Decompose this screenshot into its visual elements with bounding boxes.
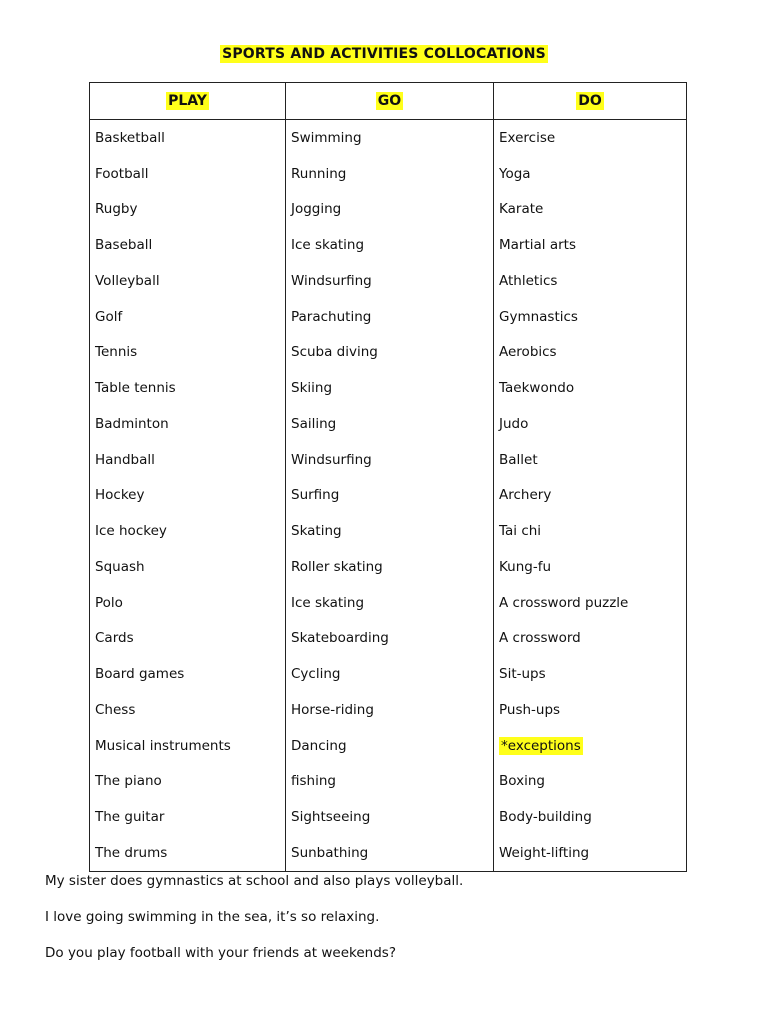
cell-text: Surfing bbox=[291, 487, 340, 504]
table-cell-play bbox=[90, 442, 286, 478]
table-cell-do bbox=[494, 370, 687, 406]
cell-text: Yoga bbox=[499, 165, 531, 182]
cell-text: Ballet bbox=[499, 451, 538, 468]
example-sentence: Do you play football with your friends at weekends? bbox=[45, 945, 396, 961]
table-cell-play bbox=[90, 692, 286, 728]
table-cell-go bbox=[286, 585, 494, 621]
cell-text: Kung-fu bbox=[499, 558, 552, 575]
cell-text: Baseball bbox=[95, 237, 153, 254]
table-row bbox=[90, 192, 687, 228]
cell-text: The piano bbox=[95, 773, 162, 790]
cell-text: A crossword puzzle bbox=[499, 594, 629, 611]
cell-text: Squash bbox=[95, 558, 145, 575]
cell-text: Ice skating bbox=[291, 237, 365, 254]
cell-text: Board games bbox=[95, 666, 185, 683]
table-cell-go bbox=[286, 370, 494, 406]
cell-text: Tennis bbox=[95, 344, 138, 361]
table-cell-go bbox=[286, 335, 494, 371]
cell-text: Badminton bbox=[95, 415, 169, 432]
cell-text: Hockey bbox=[95, 487, 145, 504]
table-cell-go bbox=[286, 692, 494, 728]
table-row bbox=[90, 835, 687, 871]
table-cell-do bbox=[494, 406, 687, 442]
table-cell-go bbox=[286, 728, 494, 764]
table-cell-play bbox=[90, 192, 286, 228]
cell-text: Taekwondo bbox=[499, 380, 575, 397]
cell-text: Scuba diving bbox=[291, 344, 378, 361]
cell-text: Tai chi bbox=[499, 523, 542, 540]
header-go bbox=[286, 83, 494, 120]
example-sentence: My sister does gymnastics at school and also plays volleyball. bbox=[45, 873, 464, 889]
table-cell-play bbox=[90, 585, 286, 621]
table-cell-do bbox=[494, 156, 687, 192]
table-row bbox=[90, 799, 687, 835]
cell-text: Ice hockey bbox=[95, 523, 167, 540]
table-cell-go bbox=[286, 478, 494, 514]
cell-text: Sailing bbox=[291, 415, 337, 432]
cell-text: Windsurfing bbox=[291, 451, 372, 468]
table-cell-play bbox=[90, 156, 286, 192]
cell-text: Push-ups bbox=[499, 701, 561, 718]
table-row bbox=[90, 120, 687, 156]
table-cell-go bbox=[286, 299, 494, 335]
cell-text: Athletics bbox=[499, 272, 558, 289]
cell-text: Parachuting bbox=[291, 308, 372, 325]
table-row bbox=[90, 335, 687, 371]
cell-text: Skiing bbox=[291, 380, 333, 397]
table-cell-do bbox=[494, 192, 687, 228]
table-cell-do bbox=[494, 764, 687, 800]
cell-text: Swimming bbox=[291, 129, 362, 146]
cell-text: Sightseeing bbox=[291, 809, 371, 826]
header-play-label: PLAY bbox=[168, 93, 207, 109]
table-cell-play bbox=[90, 406, 286, 442]
table-row bbox=[90, 656, 687, 692]
table-row bbox=[90, 692, 687, 728]
cell-text: Volleyball bbox=[95, 272, 160, 289]
cell-text: Running bbox=[291, 165, 347, 182]
cell-text: Basketball bbox=[95, 129, 165, 146]
table-cell-do bbox=[494, 335, 687, 371]
cell-text: Chess bbox=[95, 701, 136, 718]
table-cell-go bbox=[286, 549, 494, 585]
table-row bbox=[90, 442, 687, 478]
cell-text: Roller skating bbox=[291, 558, 383, 575]
cell-text: Windsurfing bbox=[291, 272, 372, 289]
table-cell-play bbox=[90, 728, 286, 764]
cell-text: Boxing bbox=[499, 773, 545, 790]
table-cell-do bbox=[494, 478, 687, 514]
table-cell-play bbox=[90, 263, 286, 299]
cell-text: A crossword bbox=[499, 630, 581, 647]
cell-text: Weight-lifting bbox=[499, 844, 590, 861]
cell-text: fishing bbox=[291, 773, 336, 790]
table-row bbox=[90, 227, 687, 263]
table-cell-play bbox=[90, 764, 286, 800]
cell-text: Dancing bbox=[291, 737, 347, 754]
page-title bbox=[0, 46, 768, 62]
table-cell-go bbox=[286, 227, 494, 263]
example-sentence: I love going swimming in the sea, it’s so relaxing. bbox=[45, 909, 380, 925]
cell-text: Sunbathing bbox=[291, 844, 369, 861]
example-sentences bbox=[45, 871, 745, 979]
header-play bbox=[90, 83, 286, 120]
table-cell-do bbox=[494, 120, 687, 156]
cell-text: Skateboarding bbox=[291, 630, 389, 647]
cell-text: Cycling bbox=[291, 666, 341, 683]
table-cell-go bbox=[286, 120, 494, 156]
table-cell-play bbox=[90, 513, 286, 549]
table-cell-play bbox=[90, 299, 286, 335]
table-cell-go bbox=[286, 799, 494, 835]
exceptions-highlight: *exceptions bbox=[501, 737, 581, 754]
cell-text: Exercise bbox=[499, 129, 556, 146]
table-header-row bbox=[90, 83, 687, 120]
header-go-label: GO bbox=[377, 93, 402, 109]
table-cell-do bbox=[494, 513, 687, 549]
table-cell-play bbox=[90, 335, 286, 371]
title-highlight: SPORTS AND ACTIVITIES COLLOCATIONS bbox=[222, 46, 546, 62]
table-cell-do bbox=[494, 585, 687, 621]
table-cell-do bbox=[494, 656, 687, 692]
table-cell-go bbox=[286, 442, 494, 478]
table-row bbox=[90, 621, 687, 657]
table-row bbox=[90, 513, 687, 549]
table-cell-go bbox=[286, 621, 494, 657]
table-row bbox=[90, 263, 687, 299]
table-cell-do bbox=[494, 299, 687, 335]
cell-text: The guitar bbox=[95, 809, 165, 826]
table-row bbox=[90, 478, 687, 514]
table-cell-go bbox=[286, 764, 494, 800]
table-row bbox=[90, 764, 687, 800]
table-cell-go bbox=[286, 835, 494, 871]
cell-text: Skating bbox=[291, 523, 342, 540]
cell-text: Football bbox=[95, 165, 149, 182]
table-cell-go bbox=[286, 406, 494, 442]
cell-text: The drums bbox=[95, 844, 168, 861]
cell-text: Aerobics bbox=[499, 344, 557, 361]
table-row bbox=[90, 370, 687, 406]
table-cell-play bbox=[90, 656, 286, 692]
table-row bbox=[90, 585, 687, 621]
header-do-label: DO bbox=[578, 93, 602, 109]
table-row bbox=[90, 299, 687, 335]
table-cell-play bbox=[90, 621, 286, 657]
cell-text: Golf bbox=[95, 308, 123, 325]
table-cell-do bbox=[494, 263, 687, 299]
table-cell-do bbox=[494, 835, 687, 871]
cell-text: Handball bbox=[95, 451, 155, 468]
cell-text: Karate bbox=[499, 201, 544, 218]
cell-text: Gymnastics bbox=[499, 308, 578, 325]
table-cell-do bbox=[494, 621, 687, 657]
cell-text: Judo bbox=[499, 415, 529, 432]
table-row bbox=[90, 728, 687, 764]
cell-text: Horse-riding bbox=[291, 701, 374, 718]
table-cell-play bbox=[90, 120, 286, 156]
cell-text: Martial arts bbox=[499, 237, 576, 254]
collocations-table bbox=[89, 82, 687, 872]
table-cell-do bbox=[494, 549, 687, 585]
table-cell-go bbox=[286, 656, 494, 692]
table-cell-play bbox=[90, 549, 286, 585]
table-cell-go bbox=[286, 192, 494, 228]
table-row bbox=[90, 406, 687, 442]
cell-text: Ice skating bbox=[291, 594, 365, 611]
table-cell-do bbox=[494, 692, 687, 728]
table-cell-do bbox=[494, 728, 687, 764]
table-cell-do bbox=[494, 799, 687, 835]
table-row bbox=[90, 549, 687, 585]
table-cell-play bbox=[90, 227, 286, 263]
table-cell-do bbox=[494, 227, 687, 263]
cell-text: Musical instruments bbox=[95, 737, 231, 754]
cell-text: Table tennis bbox=[95, 380, 176, 397]
table-cell-go bbox=[286, 156, 494, 192]
table-cell-play bbox=[90, 478, 286, 514]
cell-text: Jogging bbox=[291, 201, 342, 218]
table-cell-do bbox=[494, 442, 687, 478]
table-cell-play bbox=[90, 835, 286, 871]
cell-text: Archery bbox=[499, 487, 552, 504]
cell-text: Rugby bbox=[95, 201, 138, 218]
table-cell-play bbox=[90, 370, 286, 406]
table-cell-go bbox=[286, 263, 494, 299]
header-do bbox=[494, 83, 687, 120]
cell-text: Polo bbox=[95, 594, 123, 611]
cell-text: Body-building bbox=[499, 809, 592, 826]
cell-text: Cards bbox=[95, 630, 134, 647]
table-cell-play bbox=[90, 799, 286, 835]
table-cell-go bbox=[286, 513, 494, 549]
table-body bbox=[90, 120, 687, 872]
cell-text: Sit-ups bbox=[499, 666, 546, 683]
table-row bbox=[90, 156, 687, 192]
